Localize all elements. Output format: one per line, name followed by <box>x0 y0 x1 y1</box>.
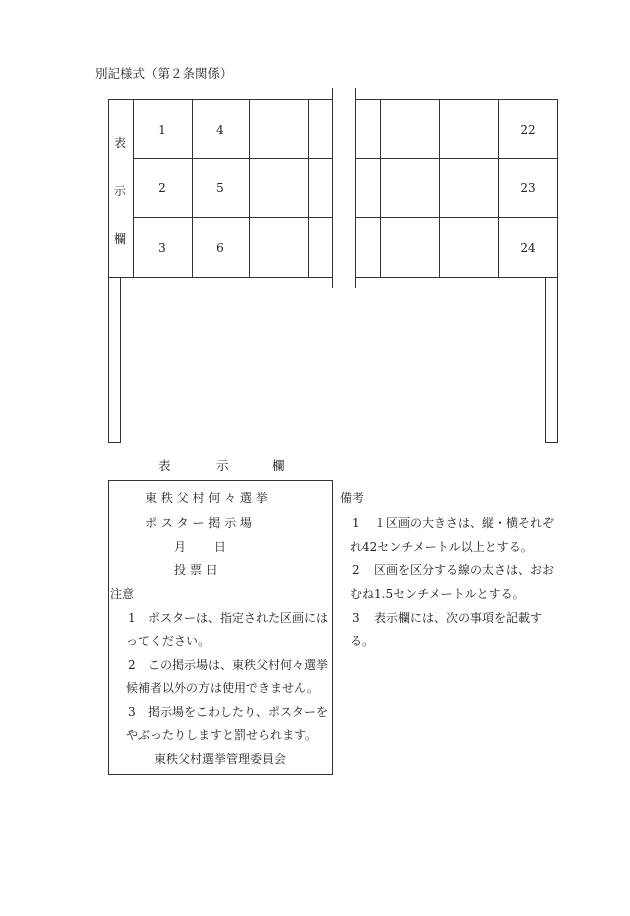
board-col-divider <box>249 99 250 278</box>
board-left-edge <box>108 99 109 278</box>
notice-item-line: ってください。 <box>126 634 211 648</box>
poster-board-diagram <box>0 0 630 450</box>
remarks-item-line: る。 <box>350 634 375 648</box>
board-cell-number: 22 <box>520 123 536 137</box>
board-cell-number: 5 <box>216 181 224 195</box>
board-right-bottom-edge <box>355 277 557 278</box>
board-caption-char: 表 <box>158 458 171 473</box>
board-left-row-divider <box>133 217 333 218</box>
board-cell-number: 2 <box>158 181 166 195</box>
board-break-line <box>355 88 356 288</box>
board-caption-char: 欄 <box>272 458 285 473</box>
board-cell-number: 4 <box>216 123 224 137</box>
remarks-item-line: 表示欄には、次の事項を記載す <box>374 611 543 625</box>
notice-item-number: 1 <box>128 611 136 625</box>
remarks-item-line: れ42センチメートル以上とする。 <box>350 540 533 554</box>
notice-item-number: 2 <box>128 658 136 672</box>
notice-item-line: ポスターは、指定された区画には <box>148 611 329 625</box>
board-cell-number: 6 <box>216 241 224 255</box>
board-col-divider <box>439 99 440 278</box>
board-col-divider <box>192 99 193 278</box>
board-right-leg <box>545 277 558 443</box>
board-left-row-divider <box>133 158 333 159</box>
board-col-divider <box>308 99 309 278</box>
remarks-item-line: １区画の大きさは、縦・横それぞ <box>374 516 555 530</box>
remarks-item-line: むね1.5センチメートルとする。 <box>350 587 525 601</box>
board-left-leg <box>108 277 121 443</box>
form-title: 別記様式（第２条関係） <box>95 66 233 81</box>
notice-item-line: やぶったりしますと罰せられます。 <box>126 728 318 742</box>
notice-voting-day: 投 票 日 <box>174 563 218 577</box>
notice-footer: 東秩父村選挙管理委員会 <box>154 752 287 766</box>
remarks-item-number: 3 <box>352 611 360 625</box>
remarks-item-number: 2 <box>352 563 360 577</box>
board-right-row-divider <box>355 217 557 218</box>
notice-date: 月 日 <box>174 540 226 554</box>
label-column-divider <box>133 99 134 278</box>
notice-poster-board: ポ ス タ ー 掲 示 場 <box>145 516 252 530</box>
board-cell-number: 23 <box>520 181 536 195</box>
remarks-item-number: 1 <box>352 516 360 530</box>
board-col-divider <box>498 99 499 278</box>
board-cell-number: 1 <box>158 123 166 137</box>
board-right-row-divider <box>355 158 557 159</box>
board-left-bottom-edge <box>108 277 333 278</box>
remarks-item-line: 区画を区分する線の太さは、おお <box>374 563 555 577</box>
board-label-char: 示 <box>114 184 127 198</box>
remarks-heading: 備考 <box>340 491 365 505</box>
board-label-char: 表 <box>114 136 127 150</box>
notice-election-name: 東 秩 父 村 何 々 選 挙 <box>145 491 268 505</box>
board-left-top-edge <box>108 99 333 100</box>
notice-item-line: 候補者以外の方は使用できません。 <box>126 681 319 695</box>
board-break-line <box>332 88 333 288</box>
notice-caution-heading: 注意 <box>110 587 135 601</box>
board-label-char: 欄 <box>114 232 127 246</box>
notice-item-number: 3 <box>128 705 136 719</box>
board-right-edge <box>557 99 558 278</box>
board-col-divider <box>380 99 381 278</box>
board-cell-number: 3 <box>158 241 166 255</box>
board-cell-number: 24 <box>520 241 536 255</box>
board-caption-char: 示 <box>216 458 229 473</box>
notice-item-line: この掲示場は、東秩父村何々選挙 <box>148 658 329 672</box>
notice-item-line: 掲示場をこわしたり、ポスターを <box>148 705 329 719</box>
board-right-top-edge <box>355 99 557 100</box>
